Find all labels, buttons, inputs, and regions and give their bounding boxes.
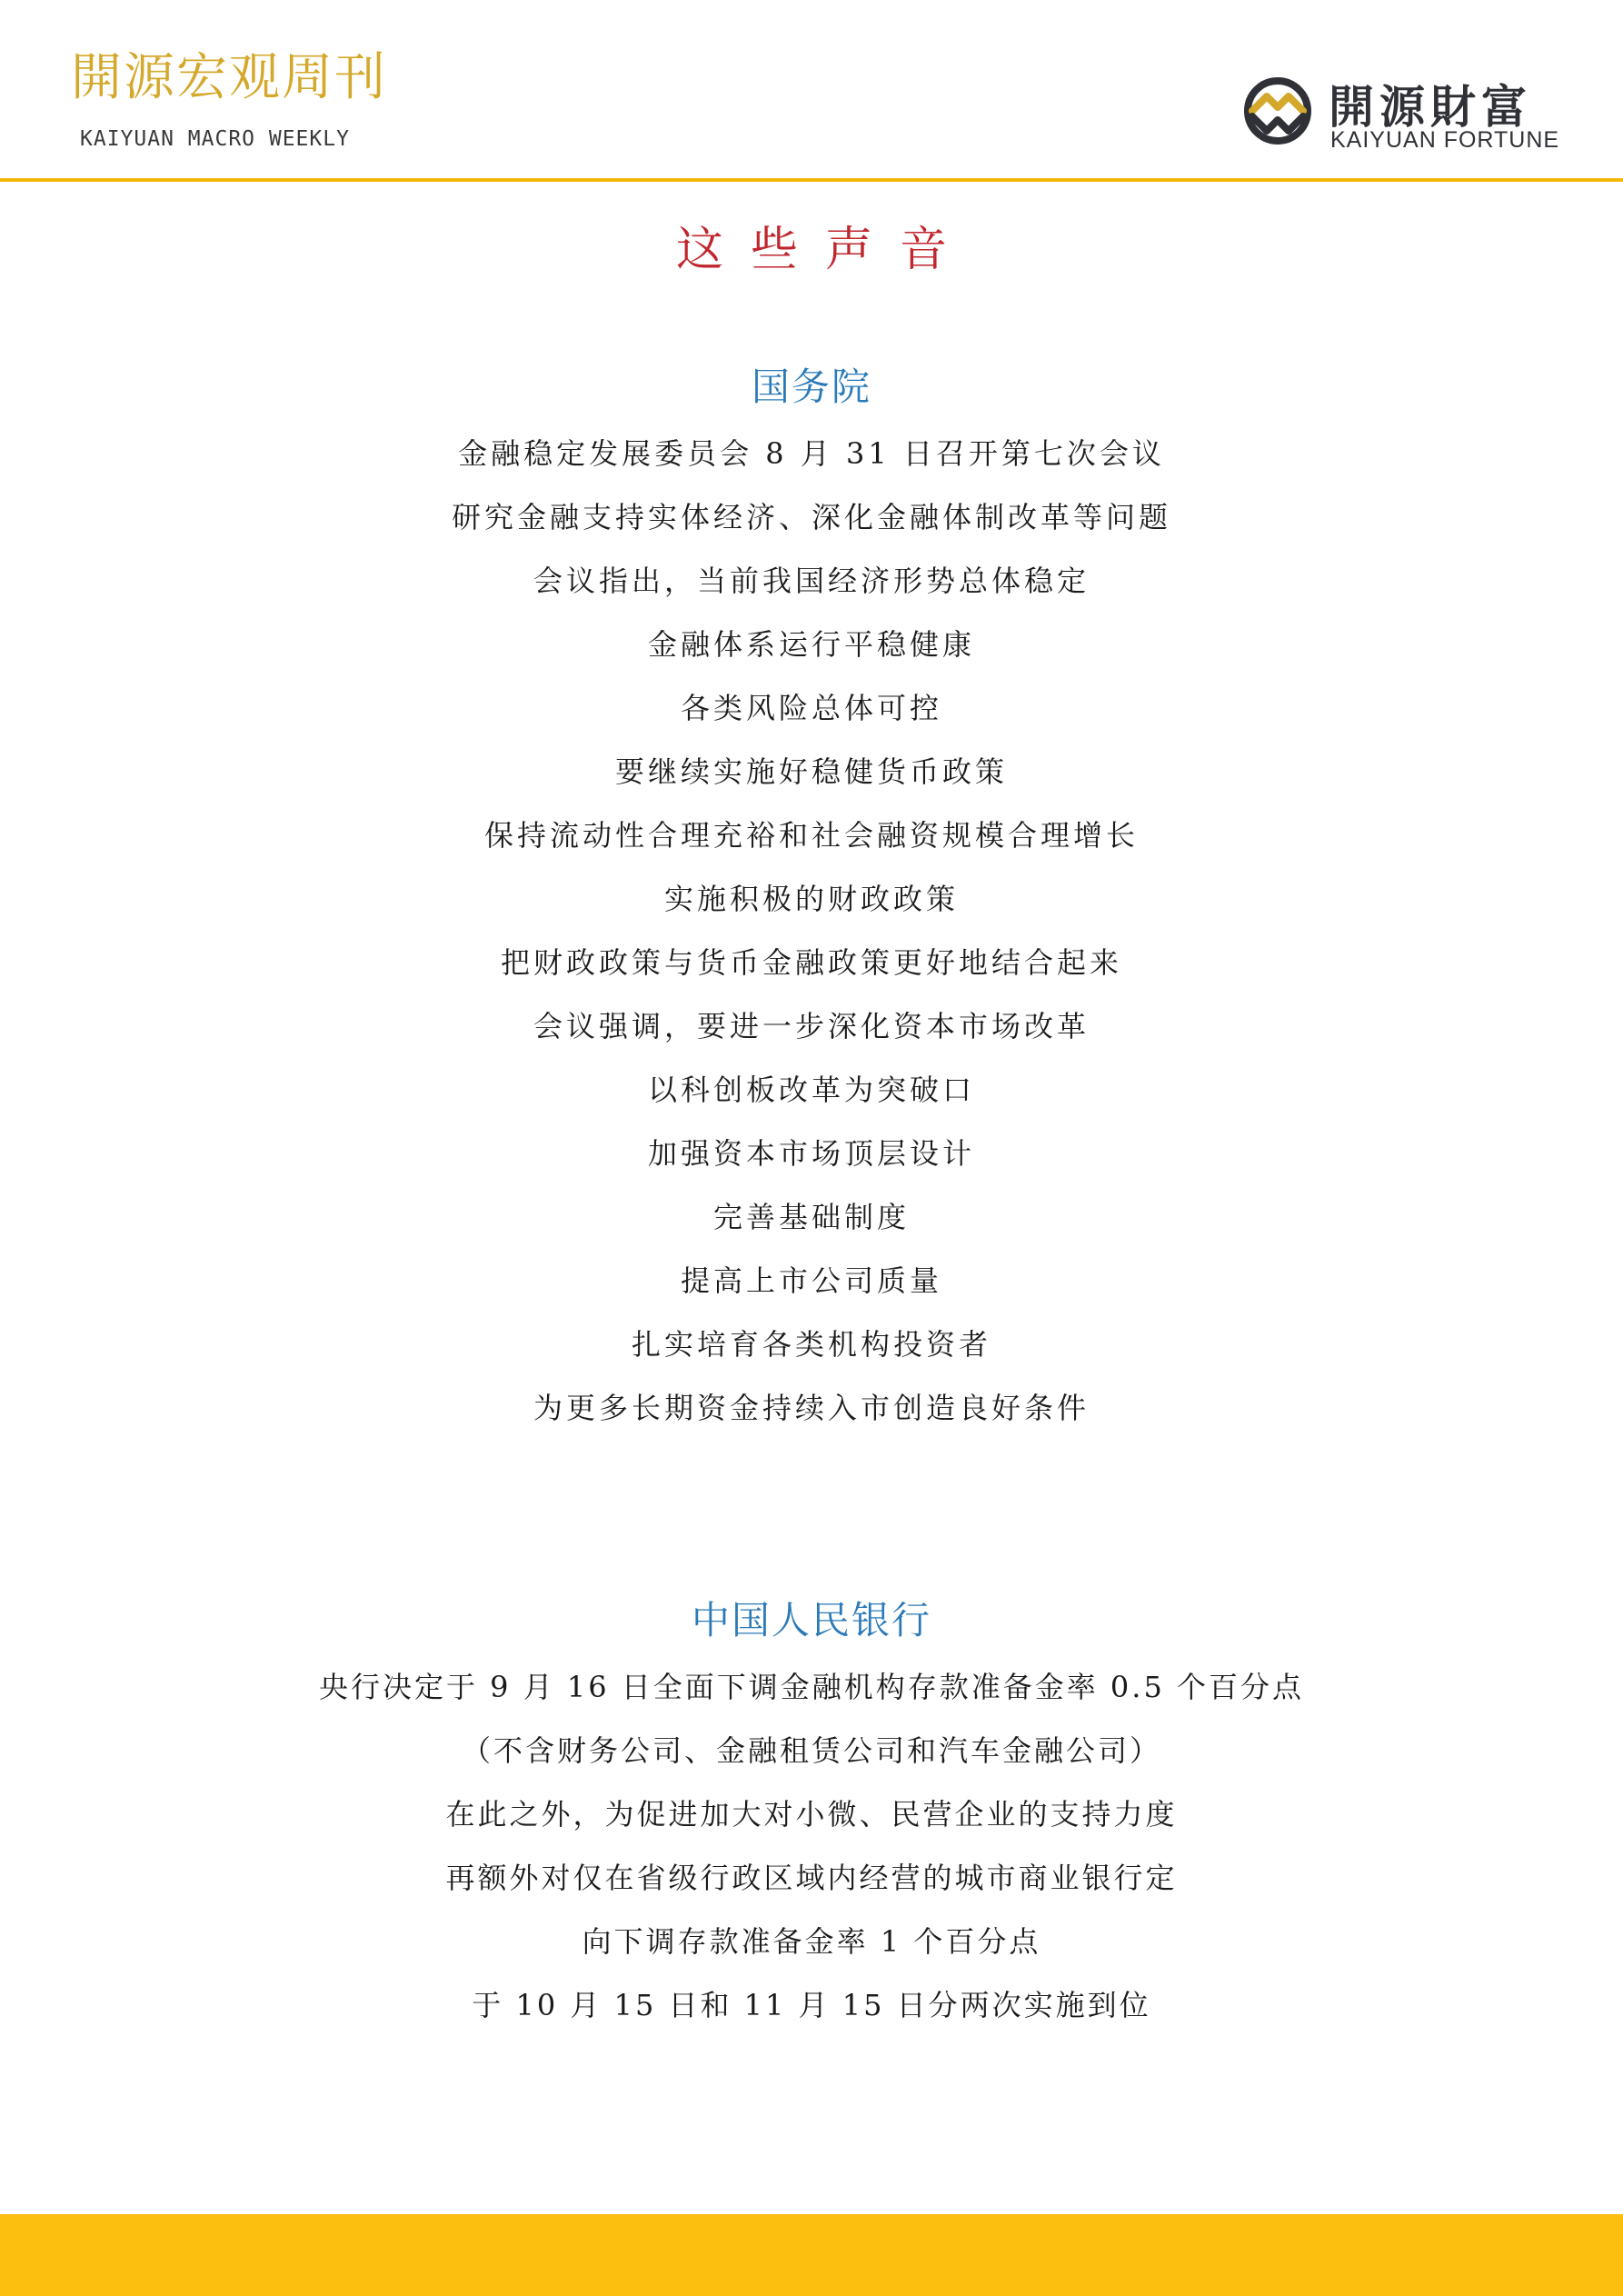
logo-name-en: KAIYUAN FORTUNE [1330,127,1560,153]
publication-title: 開源宏观周刊 [71,48,387,107]
statement-line: 各类风险总体可控 [680,691,942,725]
statement-line: 央行决定于 9 月 16 日全面下调金融机构存款准备金率 0.5 个百分点 [318,1670,1304,1704]
statement-line: 把财政政策与货币金融政策更好地结合起来 [500,945,1122,980]
section-heading: 国务院 [751,364,871,409]
statement-line: 提高上市公司质量 [680,1263,942,1298]
statement-line: 保持流动性合理充裕和社会融资规模合理增长 [483,818,1139,853]
header-divider [0,178,1623,182]
statement-line: 于 10 月 15 日和 11 月 15 日分两次实施到位 [472,1988,1151,2022]
statement-line: 为更多长期资金持续入市创造良好条件 [533,1391,1090,1425]
statement-list [0,1655,1623,2037]
statement-line: 再额外对仅在省级行政区域内经营的城市商业银行定 [445,1861,1178,1895]
statement-line: 金融稳定发展委员会 8 月 31 日召开第七次会议 [458,436,1165,471]
statement-line: 实施积极的财政政策 [663,882,959,916]
page-title: 这些声音 [675,223,974,277]
statement-line: 完善基础制度 [712,1200,910,1234]
statement-line: 向下调存款准备金率 1 个百分点 [582,1924,1041,1959]
section-state-council [0,353,1623,1440]
section-heading: 中国人民银行 [691,1598,931,1642]
page-header [0,0,1623,180]
statement-line: （不含财务公司、金融租赁公司和汽车金融公司） [461,1733,1161,1768]
statement-line: 会议指出，当前我国经济形势总体稳定 [533,564,1090,598]
statement-line: 以科创板改革为突破口 [647,1073,975,1107]
kaiyuan-fortune-logo [1240,69,1567,160]
kaiyuan-logo-icon [1240,73,1316,149]
logo-name-cn: 開源財富 [1329,81,1532,134]
statement-line: 金融体系运行平稳健康 [647,627,975,662]
section-pboc [0,1586,1623,2037]
statement-line: 加强资本市场顶层设计 [647,1136,975,1171]
statement-line: 在此之外，为促进加大对小微、民营企业的支持力度 [445,1797,1178,1832]
statement-line: 要继续实施好稳健货币政策 [614,754,1008,789]
publication-subtitle: KAIYUAN MACRO WEEKLY [80,127,350,151]
statement-line: 会议强调，要进一步深化资本市场改革 [533,1009,1090,1043]
statement-line: 扎实培育各类机构投资者 [631,1327,991,1362]
footer-bar [0,2214,1623,2296]
statement-list [0,422,1623,1440]
statement-line: 研究金融支持实体经济、深化金融体制改革等问题 [451,500,1171,534]
